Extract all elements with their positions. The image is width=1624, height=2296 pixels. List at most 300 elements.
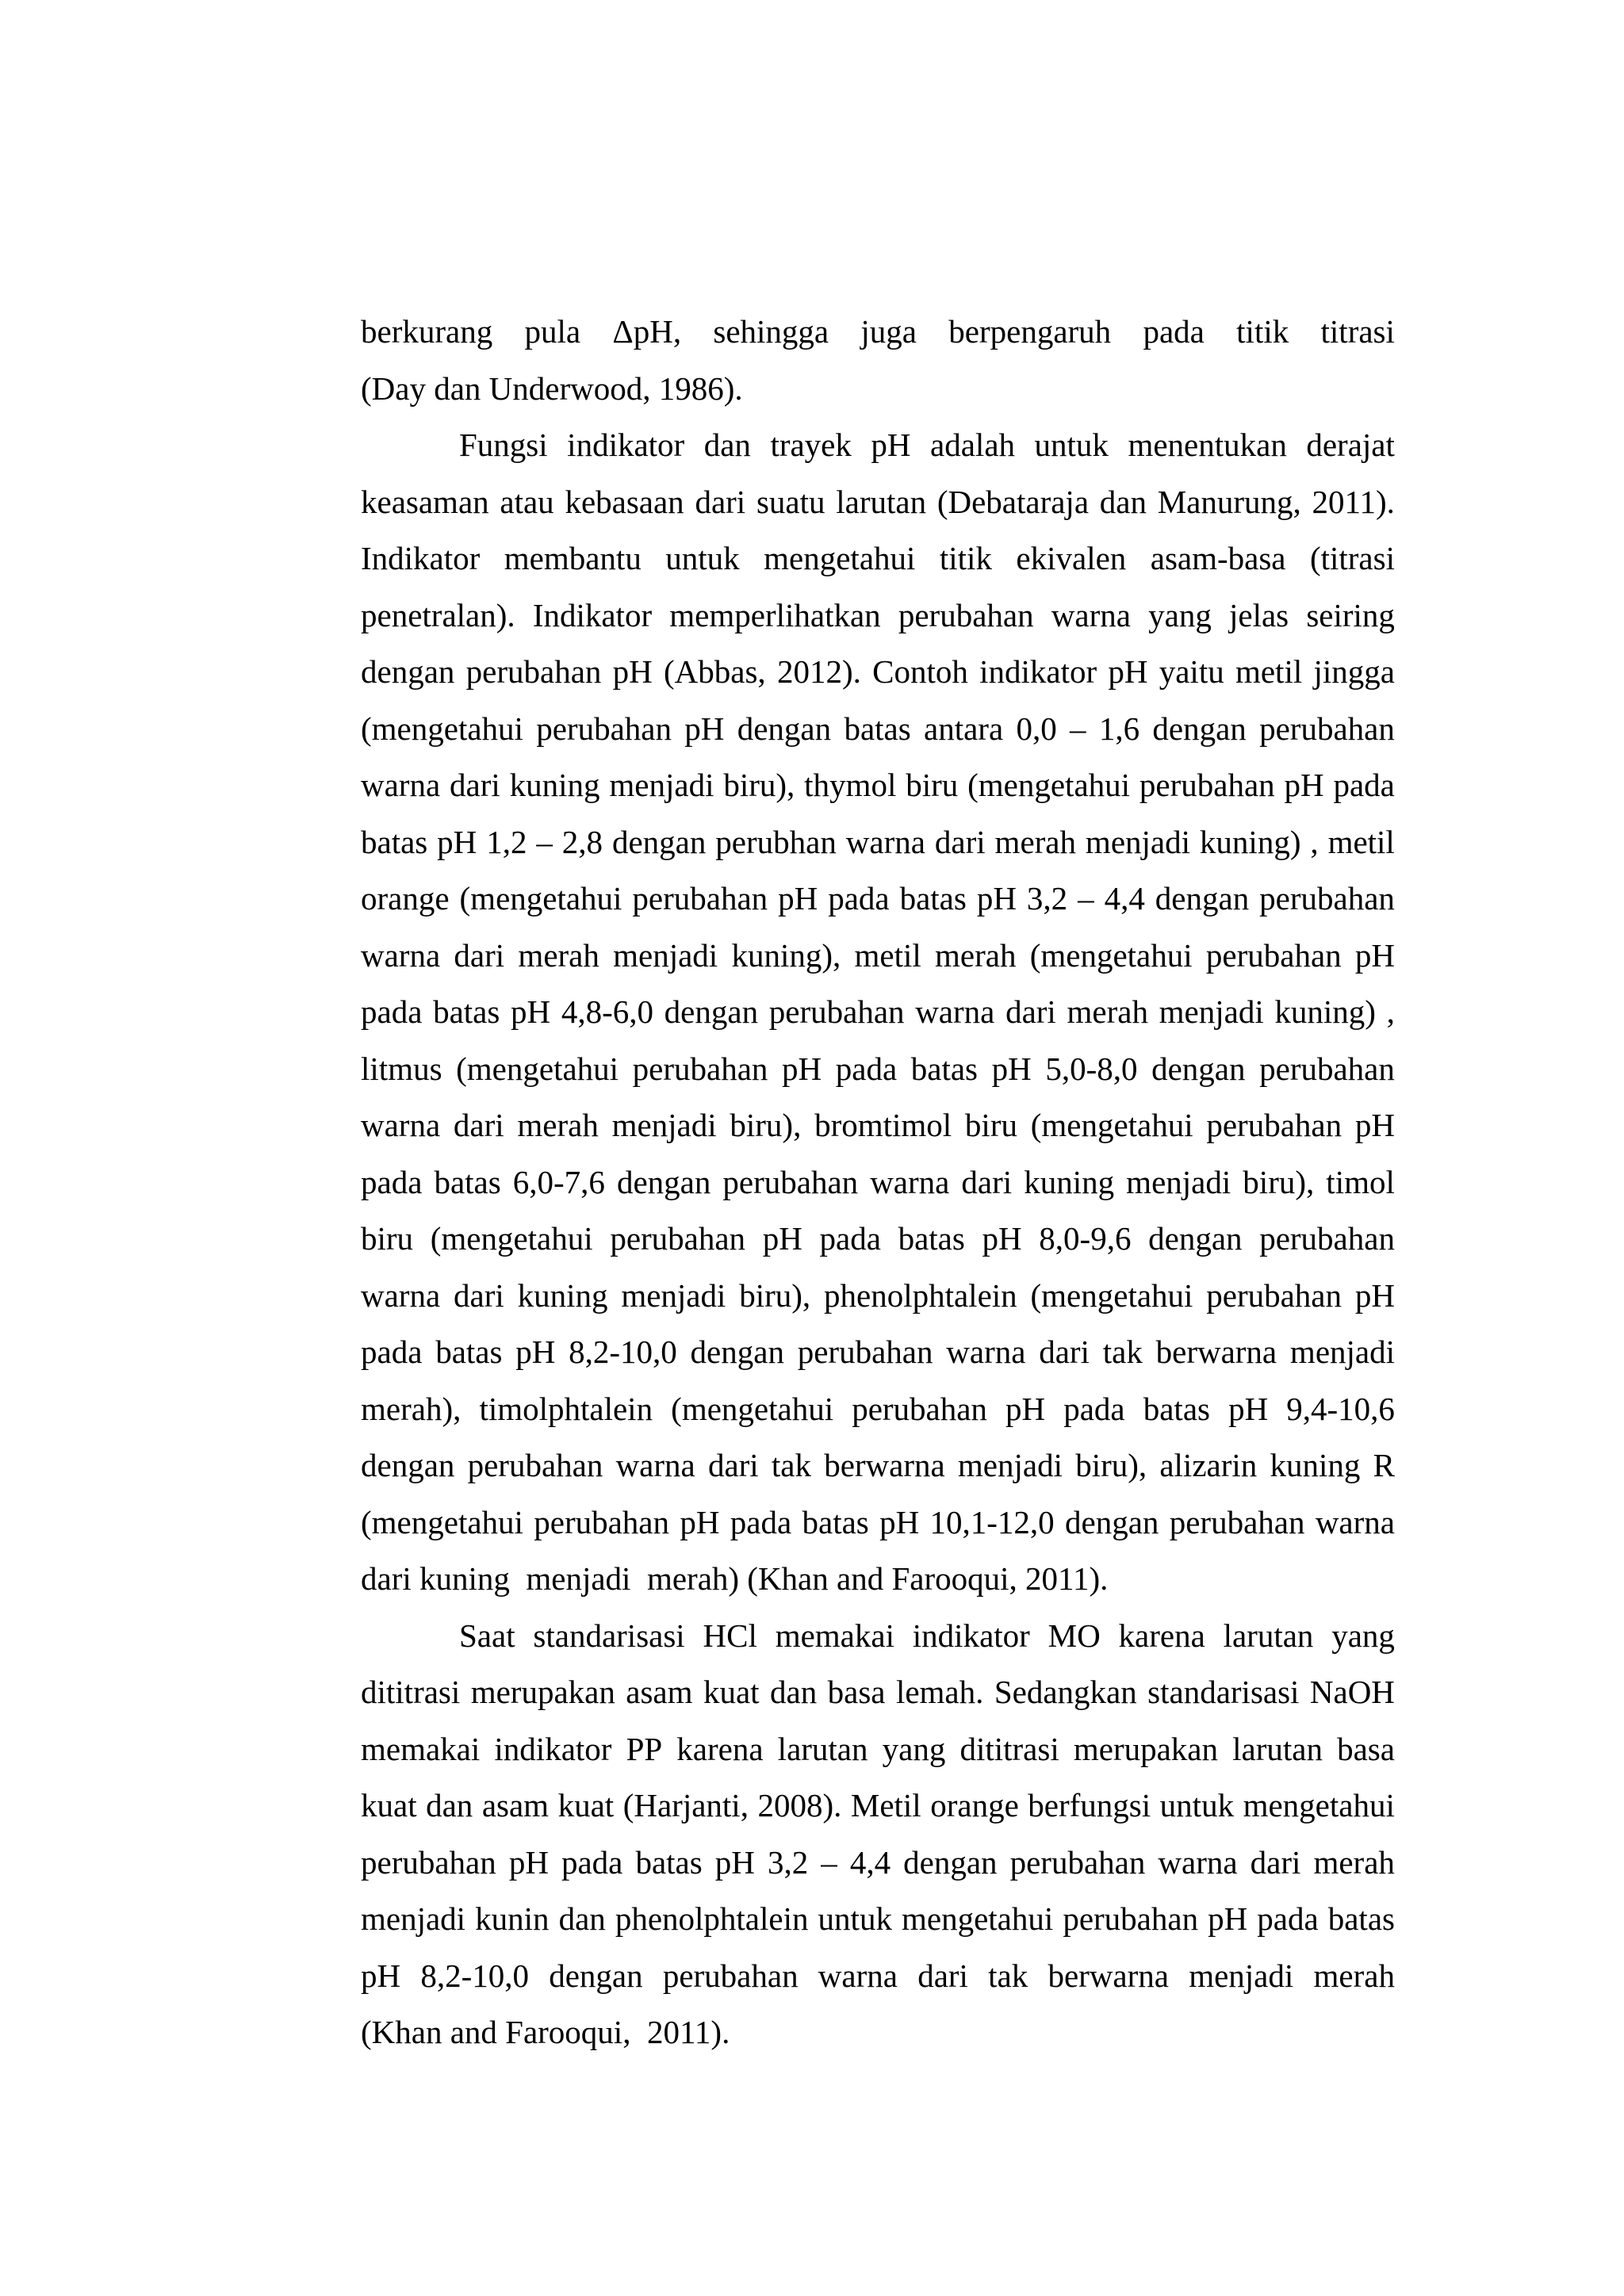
text-line (361, 424, 1395, 481)
word: kuning (517, 1276, 608, 1314)
word: titik (1236, 313, 1289, 350)
word: merah (935, 936, 1017, 974)
word: pH (508, 1843, 549, 1881)
word: PP (626, 1730, 663, 1767)
word: (Harjanti, (622, 1787, 749, 1823)
word: kuning) (1274, 993, 1376, 1030)
word: alizarin (1159, 1447, 1258, 1483)
body-text (361, 311, 1395, 2068)
word: larutan (777, 1730, 868, 1767)
word: pH (1208, 1900, 1248, 1937)
word: Metil (850, 1787, 921, 1823)
word: dari (961, 1163, 1013, 1200)
word: NaOH (1309, 1674, 1395, 1710)
word: warna (946, 1334, 1026, 1370)
word: asam (626, 1674, 693, 1710)
word: tak (1102, 1334, 1143, 1370)
word: perubahan (1206, 1107, 1342, 1143)
word: perubahan (632, 1050, 768, 1087)
word: 8,0-9,6 (1039, 1220, 1132, 1257)
word: 2011). (1312, 483, 1395, 520)
text-line (361, 311, 1395, 368)
text-line (361, 1898, 1395, 1955)
word: keasaman (361, 483, 489, 520)
word: untuk (1159, 1787, 1235, 1823)
text-line (361, 1558, 1395, 1615)
word: merah (518, 936, 599, 974)
word: pH (1284, 767, 1324, 803)
word: warna (615, 1447, 695, 1483)
word: dari (454, 936, 505, 974)
word: pada (361, 1334, 423, 1370)
word: pada (361, 1163, 423, 1200)
word: untuk (665, 540, 740, 576)
word: pH (1354, 1107, 1395, 1143)
text-line (361, 651, 1395, 708)
word: pH (782, 1050, 822, 1087)
word: perubahan (610, 1220, 746, 1257)
word: tak (988, 1957, 1028, 1994)
word: metil (854, 936, 921, 974)
word: perubahan (1169, 1503, 1305, 1540)
word: ekivalen (1016, 540, 1127, 576)
word: (mengetahui (361, 1503, 523, 1540)
word: perubahan (1139, 767, 1275, 803)
word: pH (1005, 1390, 1046, 1427)
word: perubahan (898, 596, 1034, 633)
word: perubahan (1205, 936, 1342, 974)
word: (mengetahui (1030, 1107, 1193, 1143)
word: merah (1313, 1843, 1395, 1881)
word: (Day dan Underwood, 1986). (361, 369, 743, 407)
word: perubahan (632, 880, 768, 916)
word: asam (481, 1787, 550, 1823)
word: pada (361, 993, 423, 1030)
word: perubahan (797, 1334, 933, 1370)
word: kuning), (731, 936, 841, 974)
word: kebasaan (565, 483, 684, 520)
word: Indikator (361, 540, 481, 576)
word: merah), (361, 1390, 462, 1427)
word: pada (1063, 1390, 1125, 1427)
word: (mengetahui (361, 710, 523, 747)
word: pada (730, 1503, 792, 1540)
word: orange (361, 880, 450, 916)
word: pH (515, 1334, 556, 1370)
word: dari (695, 483, 746, 520)
word: pula (524, 313, 581, 350)
word: mengetahui (902, 1900, 1054, 1937)
word: standarisasi (533, 1617, 685, 1654)
word: pH (879, 1503, 920, 1540)
word: (mengetahui (671, 1390, 834, 1427)
word: merupakan (1073, 1730, 1218, 1767)
word: perubahan (1063, 1900, 1199, 1937)
text-line (361, 481, 1395, 538)
word: phenolphtalein (824, 1276, 1017, 1314)
word: (mengetahui (1029, 936, 1193, 974)
word: merupakan (470, 1674, 615, 1710)
word: menjadi (361, 1900, 466, 1937)
word: menjadi (609, 767, 714, 803)
word: berwarna (1155, 1334, 1277, 1370)
word: dengan (611, 823, 707, 860)
word: menjadi (1085, 823, 1190, 860)
word: standarisasi (1147, 1674, 1300, 1710)
word: pH (437, 823, 477, 860)
word: kunin (475, 1900, 550, 1937)
word: 2008). (757, 1787, 842, 1823)
word: 2012). (776, 653, 861, 690)
word: Manurung, (1157, 483, 1301, 520)
word: batas (910, 1050, 979, 1087)
word: timol (1326, 1163, 1395, 1200)
word: dengan (1065, 1503, 1159, 1540)
word: 9,4-10,6 (1286, 1390, 1395, 1427)
text-line (361, 1275, 1395, 1332)
word: kuning (1270, 1447, 1361, 1483)
word: perubahan (467, 1447, 603, 1483)
word: tak (771, 1447, 811, 1483)
word: (mengetahui (456, 1050, 619, 1087)
word: batas (802, 1503, 869, 1540)
word: berwarna (1048, 1957, 1169, 1994)
word: menjadi (611, 1107, 717, 1143)
word: R (1373, 1447, 1395, 1483)
word: orange (930, 1787, 1019, 1823)
word: menjadi (957, 1447, 1063, 1483)
word: sehingga (713, 313, 829, 350)
word: warna (1315, 1503, 1395, 1540)
word: dititrasi (959, 1730, 1059, 1767)
word: pH (778, 880, 818, 916)
text-line (361, 991, 1395, 1048)
word: pH (680, 1503, 720, 1540)
word: 1,6 (1098, 710, 1140, 747)
word: menjadi (1289, 1334, 1395, 1370)
word: berpengaruh (948, 313, 1112, 350)
word: dan (703, 427, 751, 463)
word: 0,0 (1016, 710, 1057, 747)
word: – (536, 823, 553, 860)
word: dan (1099, 483, 1147, 520)
word: (Debataraja (936, 483, 1090, 520)
word: pada (819, 1220, 881, 1257)
word: trayek (770, 427, 852, 463)
word: dengan (737, 710, 832, 747)
word: batas (844, 710, 911, 747)
word: berkurang (361, 313, 493, 350)
word: dengan (690, 1334, 784, 1370)
text-line (361, 708, 1395, 765)
word: biru (361, 1220, 414, 1257)
word: lemah. (895, 1674, 984, 1710)
word: yang (1331, 1617, 1395, 1654)
word: pH (1354, 1276, 1395, 1314)
text-line (361, 1445, 1395, 1502)
text-line (361, 1842, 1395, 1899)
word: perubahan (361, 1843, 496, 1881)
word: warna (915, 993, 995, 1030)
word: dengan (1152, 710, 1247, 747)
word: biru), (730, 1107, 802, 1143)
word: mengetahui (1243, 1787, 1395, 1823)
word: dari kuning menjadi merah) (Khan and Farooqui, 2011). (361, 1560, 1109, 1597)
word: dari (450, 767, 500, 803)
word: Sedangkan (994, 1674, 1137, 1710)
word: perubahan (852, 1390, 987, 1427)
word: menjadi (1159, 993, 1264, 1030)
word: antara (924, 710, 1004, 747)
word: pH (762, 1220, 802, 1257)
word: yaitu (1159, 653, 1224, 690)
text-line (361, 1502, 1395, 1559)
paragraph (361, 311, 1395, 424)
word: indikator (979, 653, 1097, 690)
word: batas (899, 880, 967, 916)
word: titrasi (1320, 313, 1395, 350)
word: warna (1051, 596, 1131, 633)
word: batas (635, 1843, 703, 1881)
word: perubahan (1259, 1050, 1395, 1087)
word: – (1070, 710, 1086, 747)
word: basa (1337, 1730, 1395, 1767)
text-line (361, 935, 1395, 992)
text-line (361, 1955, 1395, 2012)
word: batas (1327, 1900, 1395, 1937)
word: asam-basa (1150, 540, 1286, 576)
word: 4,8-6,0 (561, 993, 653, 1030)
word: untuk (818, 1900, 892, 1937)
word: pada (1333, 767, 1395, 803)
word: dari (1005, 993, 1056, 1030)
word: juga (860, 313, 917, 350)
word: perubahan (536, 710, 672, 747)
word: membantu (504, 540, 642, 576)
word: 8,2-10,0 (420, 1957, 529, 1994)
word: titik (939, 540, 992, 576)
word: pH (714, 1843, 755, 1881)
word: , (1386, 993, 1395, 1030)
word: pH (976, 880, 1017, 916)
word: dari (453, 1107, 504, 1143)
text-line (361, 821, 1395, 878)
word: pH (982, 1220, 1022, 1257)
word: perubahan (662, 1957, 799, 1994)
word: bromtimol (814, 1107, 952, 1143)
word: memakai (775, 1617, 894, 1654)
word: berwarna (824, 1447, 945, 1483)
word: – (1078, 880, 1094, 916)
word: kuning) (1199, 823, 1301, 860)
word: perubahan (1259, 880, 1395, 916)
word: pada (1257, 1900, 1319, 1937)
word: jelas (1229, 596, 1289, 633)
word: yang (882, 1730, 946, 1767)
word: dengan (549, 1957, 643, 1994)
word: pH (511, 993, 551, 1030)
word: pada (561, 1843, 623, 1881)
word: MO (1048, 1617, 1101, 1654)
text-line (361, 1218, 1395, 1275)
word: metil (1235, 653, 1303, 690)
word: indikator (567, 427, 685, 463)
word: larutan (1232, 1730, 1323, 1767)
word: 3,2 (767, 1843, 809, 1881)
text-line (361, 1785, 1395, 1842)
word: merah (994, 823, 1076, 860)
word: (Abbas, (664, 653, 766, 690)
word: , (1310, 823, 1319, 860)
word: batas (361, 823, 428, 860)
word: menjadi (1189, 1957, 1294, 1994)
word: (mengetahui (430, 1220, 593, 1257)
word: – (821, 1843, 837, 1881)
word: pH (361, 1957, 401, 1994)
word: menjadi (613, 936, 718, 974)
word: biru), (723, 767, 795, 803)
word: kuning (1024, 1163, 1115, 1200)
word: perubahan (465, 653, 602, 690)
word: menjadi (1126, 1163, 1231, 1200)
text-line (361, 368, 1395, 425)
word: dari (934, 823, 986, 860)
text-line (361, 1615, 1395, 1672)
word: suatu (756, 483, 825, 520)
word: warna (361, 767, 441, 803)
text-line (361, 1161, 1395, 1219)
word: perubhan (715, 823, 837, 860)
word: dengan (1155, 880, 1250, 916)
word: (mengetahui (1030, 1276, 1193, 1314)
word: pH (991, 1050, 1032, 1087)
word: dengan (1151, 1050, 1246, 1087)
word: warna (845, 823, 925, 860)
word: warna (1158, 1843, 1238, 1881)
word: batas (434, 1163, 501, 1200)
word: menjadi (621, 1276, 726, 1314)
word: (mengetahui (967, 767, 1131, 803)
word: warna (870, 1163, 950, 1200)
text-line (361, 1048, 1395, 1105)
word: (mengetahui (459, 880, 622, 916)
word: dari (1250, 1843, 1301, 1881)
word: dengan (903, 1843, 998, 1881)
word: Fungsi (459, 427, 548, 463)
word: Saat (459, 1617, 515, 1654)
word: pH (1108, 653, 1148, 690)
word: perubahan (534, 1503, 669, 1540)
word: pH (871, 427, 911, 463)
word: basa (827, 1674, 886, 1710)
word: dan (426, 1787, 473, 1823)
word: yang (1148, 596, 1212, 633)
word: dengan (664, 993, 759, 1030)
word: memakai (361, 1730, 481, 1767)
word: indikator (912, 1617, 1030, 1654)
word: indikator (494, 1730, 612, 1767)
word: pada (835, 1050, 898, 1087)
word: jingga (1313, 653, 1395, 690)
word: pH (1354, 936, 1395, 974)
word: larutan (836, 483, 927, 520)
word: untuk (1034, 427, 1109, 463)
text-line (361, 764, 1395, 821)
text-line (361, 1728, 1395, 1785)
word: kuning (509, 767, 600, 803)
word: dan (558, 1900, 606, 1937)
word: warna (361, 936, 441, 974)
word: pada (828, 880, 890, 916)
word: dengan (361, 653, 455, 690)
word: memperlihatkan (669, 596, 881, 633)
word: mengetahui (764, 540, 916, 576)
word: metil (1327, 823, 1395, 860)
word: perubahan (1009, 1843, 1146, 1881)
word: 8,2-10,0 (569, 1334, 677, 1370)
word: pada (1143, 313, 1205, 350)
word: kuat (557, 1787, 615, 1823)
text-line (361, 538, 1395, 595)
word: 4,4 (1104, 880, 1145, 916)
word: (Khan and Farooqui, 2011). (361, 2014, 730, 2050)
word: adalah (930, 427, 1016, 463)
word: dititrasi (361, 1674, 461, 1710)
word: merah (1313, 1957, 1395, 1994)
word: batas (433, 993, 500, 1030)
word: seiring (1306, 596, 1395, 633)
text-line (361, 1331, 1395, 1388)
word: HCl (703, 1617, 757, 1654)
word: (titrasi (1309, 540, 1395, 576)
word: perubahan (768, 993, 905, 1030)
word: 3,2 (1026, 880, 1068, 916)
text-line (361, 878, 1395, 935)
word: 10,1-12,0 (929, 1503, 1055, 1540)
word: perubahan (1259, 710, 1395, 747)
word: atau (500, 483, 554, 520)
word: 2,8 (561, 823, 603, 860)
text-line (361, 1671, 1395, 1728)
word: warna (361, 1276, 441, 1314)
word: 6,0-7,6 (512, 1163, 605, 1200)
word: biru), (1243, 1163, 1315, 1200)
word: biru), (1075, 1447, 1147, 1483)
word: perubahan (1259, 1220, 1395, 1257)
word: pH (612, 653, 653, 690)
word: pH (684, 710, 725, 747)
word: kuat (703, 1674, 760, 1710)
word: warna (818, 1957, 898, 1994)
word: penetralan). (361, 596, 515, 633)
word: biru (906, 767, 959, 803)
word: larutan (1223, 1617, 1314, 1654)
word: derajat (1306, 427, 1395, 463)
word: 4,4 (849, 1843, 891, 1881)
word: Indikator (532, 596, 653, 633)
word: berfungsi (1028, 1787, 1151, 1823)
word: pH (1228, 1390, 1269, 1427)
word: merah (517, 1107, 599, 1143)
text-line (361, 595, 1395, 652)
word: ΔpH, (612, 313, 682, 350)
word: dan (770, 1674, 818, 1710)
word: thymol (804, 767, 897, 803)
word: timolphtalein (479, 1390, 653, 1427)
word: batas (1143, 1390, 1210, 1427)
word: dengan (361, 1447, 455, 1483)
paragraph (361, 424, 1395, 1615)
